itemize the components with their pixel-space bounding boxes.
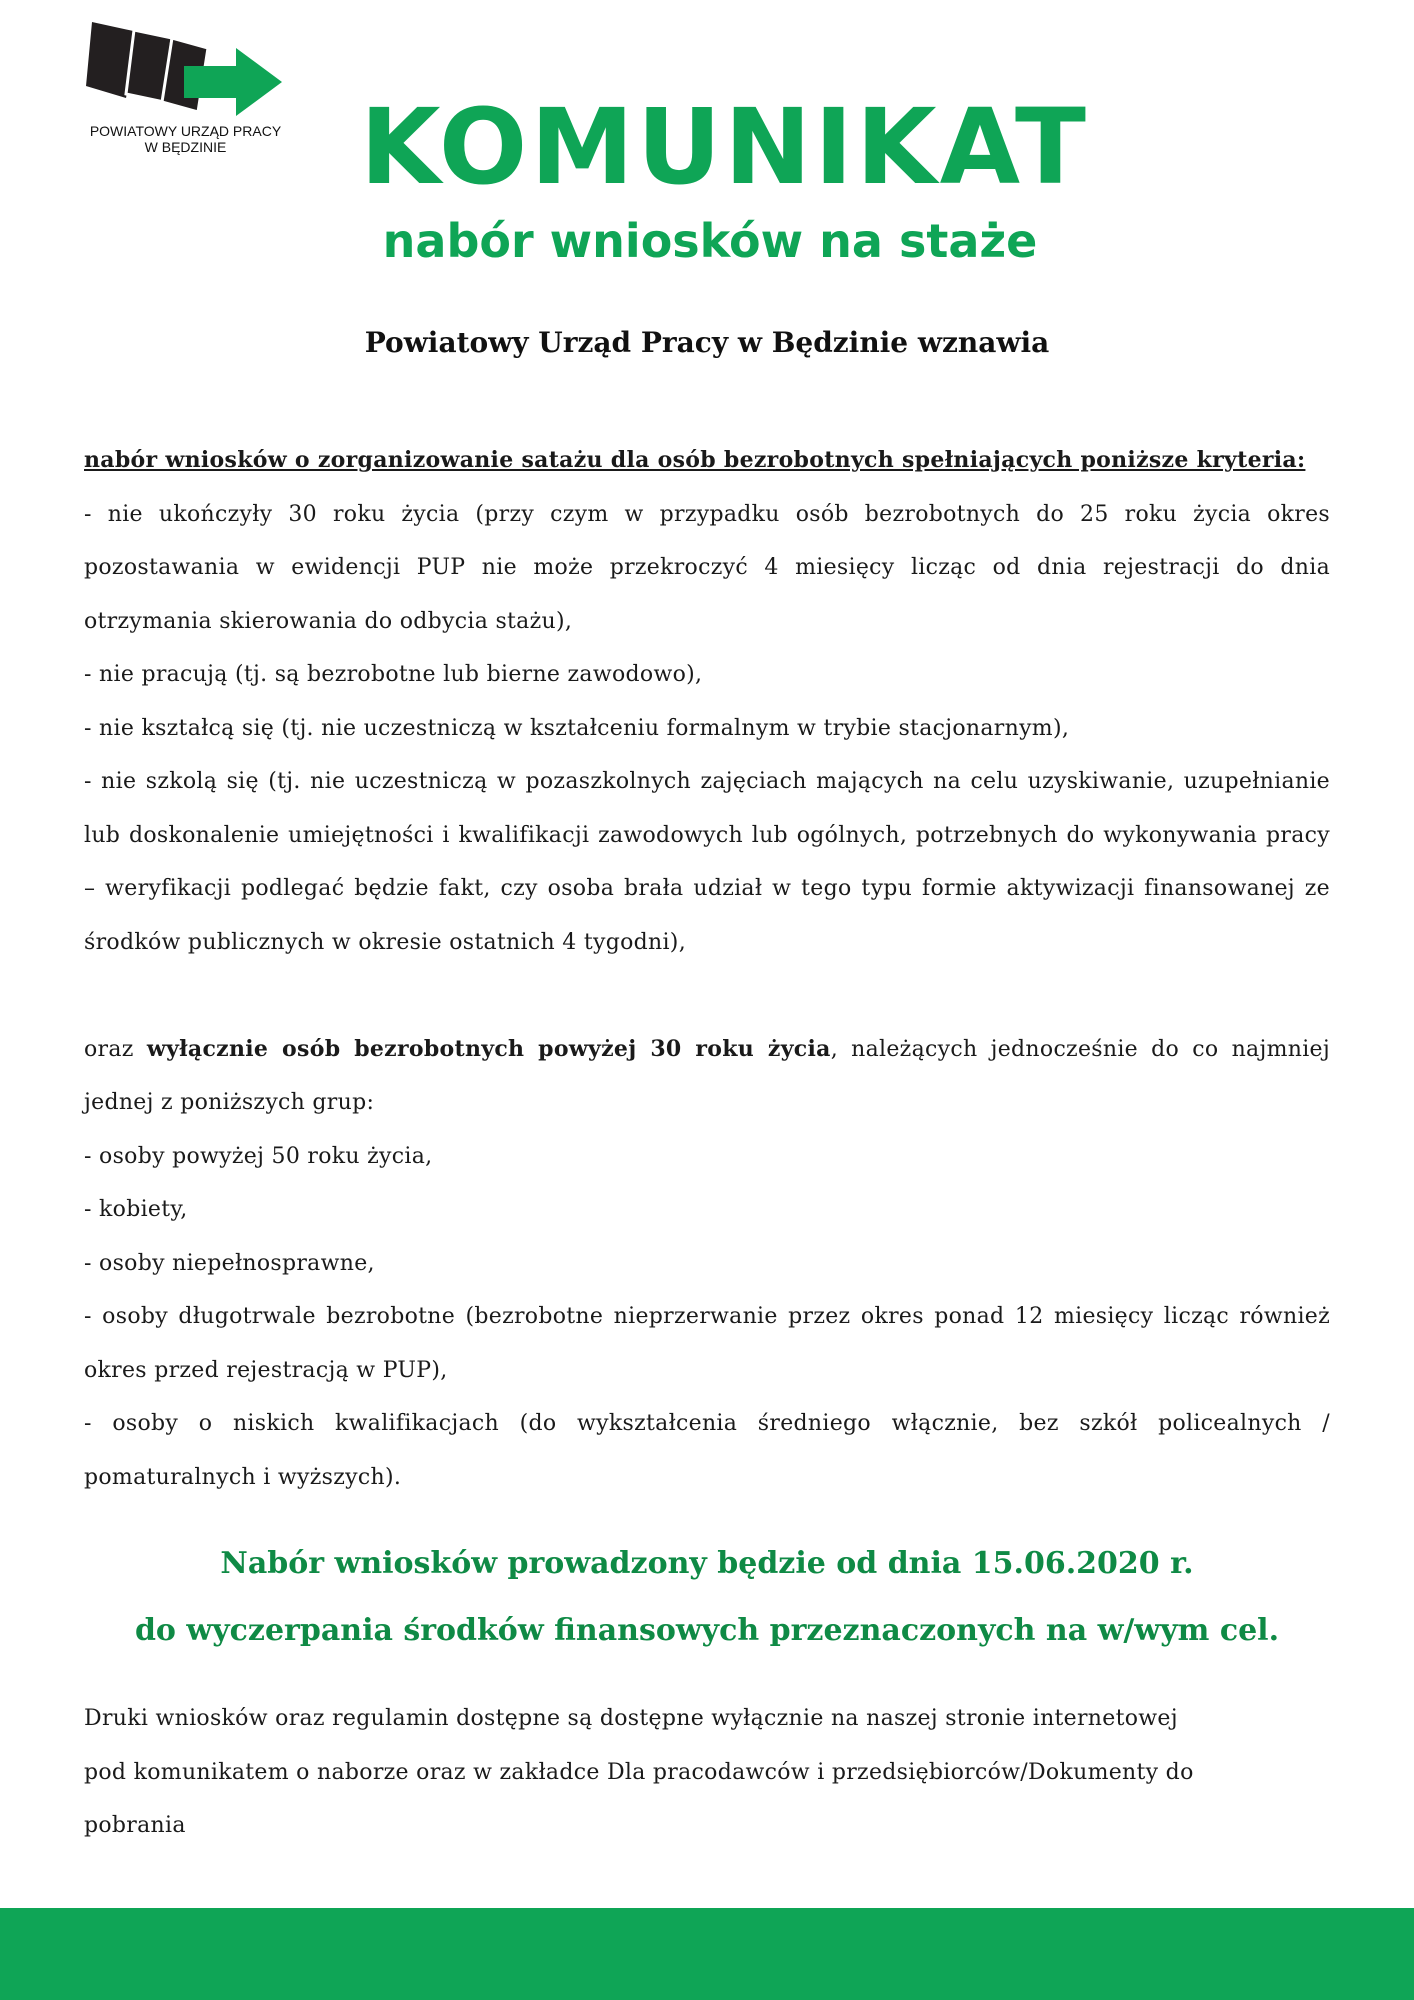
cards-arrow-logo-icon bbox=[86, 20, 286, 120]
additional-intro bbox=[84, 1023, 1330, 1130]
criteria-item: - nie szkolą się (tj. nie uczestniczą w pozaszkolnych zajęciach mających na celu uzyskiwanie, uzupełnianie lub doskonalenie umiejętności i kwalifikacji zawodowych lub ogólnych, potrzebnych do wykonywania pracy – weryfikacji podlegać będzie fakt, czy osoba brała udział w tego typu formie aktywizacji finansowanej ze środków publicznych w okresie ostatnich 4 tygodni), bbox=[84, 769, 1330, 955]
logo-line-1: POWIATOWY URZĄD PRACY bbox=[89, 123, 282, 139]
documents-line-2: pod komunikatem o naborze oraz w zakładce Dla pracodawców i przedsiębiorców/Dokumenty do bbox=[84, 1759, 1194, 1785]
intro-bold: wyłącznie osób bezrobotnych powyżej 30 roku życia bbox=[146, 1035, 831, 1062]
criteria-item: - nie ukończyły 30 roku życia (przy czym w przypadku osób bezrobotnych do 25 roku życia okres pozostawania w ewidencji PUP nie może przekroczyć 4 miesięcy licząc od dnia rejestracji do dnia otrzymania skierowania do odbycia stażu), bbox=[84, 501, 1330, 634]
komunikat-title: KOMUNIKAT bbox=[360, 86, 1089, 208]
documents-info bbox=[84, 1692, 1330, 1853]
deadline-notice bbox=[0, 1530, 1414, 1664]
group-item: - osoby o niskich kwalifikacjach (do wykształcenia średniego włącznie, bez szkół policealnych / pomaturalnych i wyższych). bbox=[84, 1411, 1330, 1490]
criteria-item: - nie pracują (tj. są bezrobotne lub bierne zawodowo), bbox=[84, 662, 703, 687]
group-item: - kobiety, bbox=[84, 1197, 188, 1222]
group-item: - osoby niepełnosprawne, bbox=[84, 1250, 375, 1276]
criteria-item: - nie kształcą się (tj. nie uczestniczą w kształceniu formalnym w trybie stacjonarnym), bbox=[84, 715, 1070, 741]
group-item: - osoby powyżej 50 roku życia, bbox=[84, 1143, 433, 1169]
notice-line-1: Nabór wniosków prowadzony będzie od dnia 15.06.2020 r. bbox=[220, 1546, 1194, 1581]
documents-line-1: Druki wniosków oraz regulamin dostępne są dostępne wyłącznie na naszej stronie internetowej bbox=[84, 1706, 1178, 1731]
group-item: - osoby długotrwale bezrobotne (bezrobotne nieprzerwanie przez okres ponad 12 miesięcy licząc również okres przed rejestracją w PUP), bbox=[84, 1304, 1330, 1383]
logo-caption bbox=[78, 123, 293, 155]
intro-suffix: , należących jednocześnie do co najmniej jednej z poniższych grup: bbox=[84, 1036, 1330, 1115]
pup-logo bbox=[78, 20, 293, 160]
criteria-section bbox=[84, 434, 1330, 1504]
spacer bbox=[84, 969, 1330, 1023]
announcement-heading: Powiatowy Urząd Pracy w Będzinie wznawia bbox=[364, 326, 1050, 359]
documents-line-3: pobrania bbox=[84, 1813, 186, 1838]
logo-line-2: W BĘDZINIE bbox=[144, 139, 227, 155]
intro-prefix: oraz bbox=[84, 1036, 147, 1062]
criteria-lead: nabór wniosków o zorganizowanie satażu dla osób bezrobotnych spełniających poniższe kryteria: bbox=[84, 447, 1306, 473]
notice-line-2: do wyczerpania środków finansowych przeznaczonych na w/wym cel. bbox=[134, 1613, 1280, 1648]
komunikat-subtitle: nabór wniosków na staże bbox=[382, 214, 1038, 268]
footer-green-bar bbox=[0, 1908, 1414, 2000]
